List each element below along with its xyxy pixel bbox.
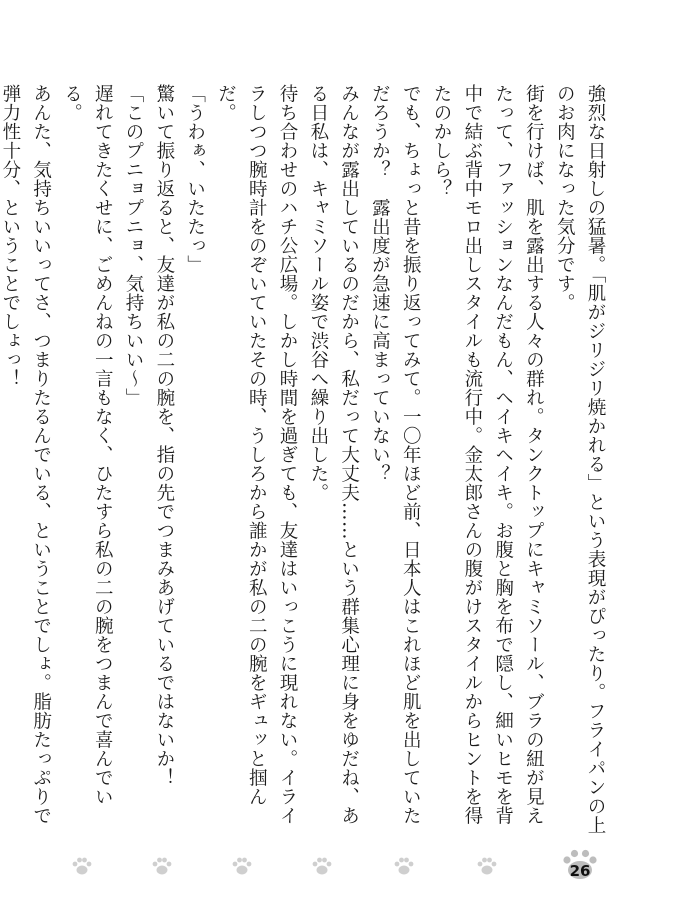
paragraph-6: 「うわぁ、いたたっ」 bbox=[184, 84, 206, 274]
paragraph-9: 遅れてきたくせに、ごめんねの一言もなく、ひたすら私の二の腕をつまんで喜んでいる。 bbox=[61, 84, 114, 806]
paragraph-4: みんなが露出しているのだから、私だって大丈夫……という群集心理に身をゆだね、ある日私は、キャミソール姿で渋谷へ繰り出した。 bbox=[307, 84, 360, 825]
paw-print-icon bbox=[70, 854, 94, 878]
paw-print-icon bbox=[310, 854, 334, 878]
page-number-badge bbox=[560, 848, 600, 888]
paragraph-7: 驚いて振り返ると、友達が私の二の腕を、指の先でつまみあげているではないか！ bbox=[153, 84, 175, 787]
paragraph-3: でも、ちょっと昔を振り返ってみて。一〇年ほど前、日本人はこれほど肌を出していただろうか？ 露出度が急速に高まっていない？ bbox=[369, 84, 422, 825]
paragraph-5: 待ち合わせのハチ公広場。しかし時間を過ぎても、友達はいっこうに現れない。イライラしつつ腕時計をのぞいていたその時、うしろから誰かが私の二の腕をギュッと掴んだ。 bbox=[215, 84, 299, 825]
paragraph-2: 街を行けば、肌を露出する人々の群れ。タンクトップにキャミソール、ブラの紐が見えたって、ファッションなんだもん、ヘイキヘイキ。お腹と胸を布で隠し、細いヒモを背中で結ぶ背中モロ出しスタイルも流行中。金太郎さんの腹がけスタイルからヒントを得たのかしら？ bbox=[431, 84, 545, 825]
paragraph-1: 強烈な日射しの猛暑。「肌がジリジリ焼かれる」という表現がぴったり。フライパンの上のお肉になった気分です。 bbox=[554, 84, 606, 835]
paw-print-icon bbox=[230, 854, 254, 878]
paragraph-10: あんた、気持ちいいってさ、つまりたるんでいる、ということでしょ。脂肪たっぷりで弾力性十分、ということでしょっ！ bbox=[0, 84, 52, 825]
body-text bbox=[0, 84, 610, 838]
paw-print-icon bbox=[392, 854, 416, 878]
paragraph-8: 「このプニョプニョ、気持ちいい～」 bbox=[123, 84, 145, 407]
paw-print-icon bbox=[150, 854, 174, 878]
page-number: 26 bbox=[569, 862, 591, 880]
paw-print-icon bbox=[475, 854, 499, 878]
